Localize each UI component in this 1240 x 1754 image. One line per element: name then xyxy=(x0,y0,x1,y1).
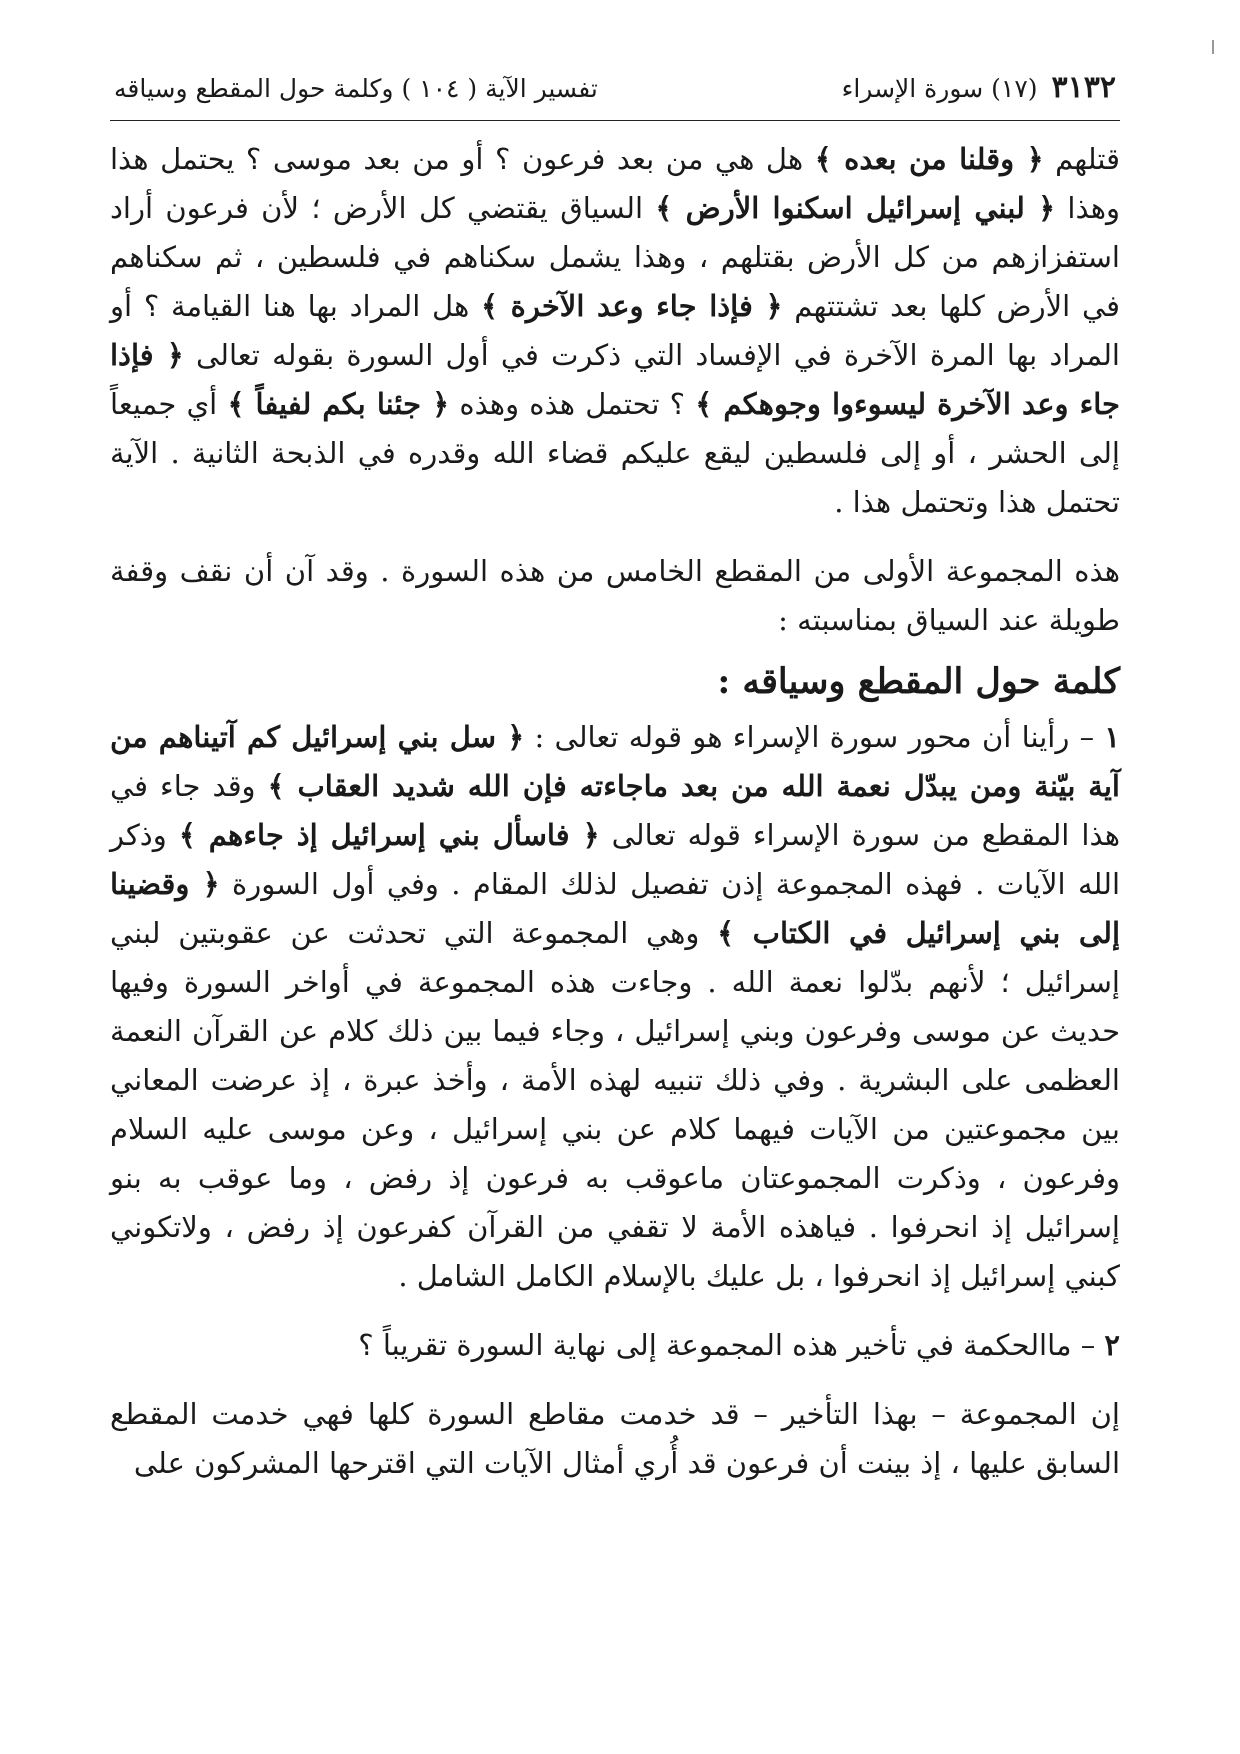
quran-verse: ﴿ وقضينا إلى بني إسرائيل في الكتاب ﴾ xyxy=(110,867,1121,950)
page-number: ٣١٣٢ xyxy=(1051,70,1116,105)
text-run: السياق يقتضي كل الأرض ؛ لأن فرعون أراد استفزازهم من كل الأرض بقتلهم ، وهذا يشمل سكناهم في فلسطين ، ثم سكناهم في الأرض كلها بعد تشتتهم xyxy=(110,191,1120,323)
text-run: وقد جاء في هذا المقطع من سورة الإسراء قوله تعالى xyxy=(110,769,1121,852)
text-run: هل المراد بها هنا القيامة ؟ أو المراد بها المرة الآخرة في الإفساد التي ذكرت في أول السورة بقوله تعالى xyxy=(110,289,1120,372)
quran-verse: ﴿ سل بني إسرائيل كم آتيناهم من آية بيّنة ومن يبدّل نعمة الله من بعد ماجاءته فإن الله شديد العقاب ﴾ xyxy=(110,720,1120,803)
quran-verse: ﴿ فإذا جاء وعد الآخرة ليسوءوا وجوهكم ﴾ xyxy=(110,338,1120,421)
text-run: وهي المجموعة التي تحدثت عن عقوبتين لبني إسرائيل ؛ لأنهم بدّلوا نعمة الله . وجاءت هذه المجموعة في أواخر السورة وفيها حديث عن موسى وفرعون وبني إسرائيل ، وجاء فيما بين ذلك كلام عن القرآن النعمة العظمى على البشرية . وفي ذلك تنبيه لهذه الأمة ، وأخذ عبرة ، إذ عرضت المعاني بين مجموعتين من الآيات فيهما كلام عن بني إسرائيل ، وعن موسى عليه السلام وفرعون ، وذكرت المجموعتان ماعوقب به فرعون إذ رفض ، وما عوقب به بنو إسرائيل إذ انحرفوا . فياهذه الأمة لا تقفي من القرآن كفرعون إذ رفض ، ولاتكوني كبني إسرائيل إذ انحرفوا ، بل عليك بالإسلام الكامل الشامل . xyxy=(110,916,1120,1293)
paragraph-3 xyxy=(110,713,1120,1301)
paragraph-5: إن المجموعة – بهذا التأخير – قد خدمت مقاطع السورة كلها فهي خدمت المقطع السابق عليها ، إذ بينت أن فرعون قد أُري أمثال الآيات التي اقترحها المشركون على xyxy=(110,1397,1120,1480)
paragraph-4 xyxy=(110,1321,1120,1370)
header-left xyxy=(114,74,598,103)
quran-verse: ﴿ وقلنا من بعده ﴾ xyxy=(814,142,1044,176)
section-heading: كلمة حول المقطع وسياقه : xyxy=(717,661,1120,702)
spacer xyxy=(110,1301,1120,1321)
page-body xyxy=(110,135,1120,1488)
text-run: – ماالحكمة في تأخير هذه المجموعة إلى نهاية السورة تقريباً ؟ xyxy=(358,1328,1105,1362)
paragraph-2: هذه المجموعة الأولى من المقطع الخامس من هذه السورة . وقد آن أن نقف وقفة طويلة عند السياق بمناسبته : xyxy=(110,554,1120,637)
spacer xyxy=(110,1370,1120,1390)
quran-verse: ﴿ جئنا بكم لفيفاً ﴾ xyxy=(227,387,450,421)
surah-label: (١٧) سورة الإسراء xyxy=(841,74,1038,103)
item-number: ٢ xyxy=(1104,1328,1120,1362)
spacer xyxy=(110,527,1120,547)
quran-verse: ﴿ فاسأل بني إسرائيل إذ جاءهم ﴾ xyxy=(178,818,600,852)
quran-verse: ﴿ فإذا جاء وعد الآخرة ﴾ xyxy=(481,289,783,323)
topic-label: تفسير الآية ( ١٠٤ ) وكلمة حول المقطع وسياقه xyxy=(114,74,598,103)
item-number: ١ xyxy=(1104,720,1120,754)
text-run: أي جميعاً إلى الحشر ، أو إلى فلسطين ليقع عليكم قضاء الله وقدره في الذبحة الثانية . الآية تحتمل هذا وتحتمل هذا . xyxy=(110,387,1120,519)
running-header xyxy=(110,70,1120,121)
quran-verse: ﴿ لبني إسرائيل اسكنوا الأرض ﴾ xyxy=(655,191,1056,225)
text-run: – رأينا أن محور سورة الإسراء هو قوله تعالى : xyxy=(524,720,1105,754)
paragraph-1 xyxy=(110,135,1120,527)
text-run: هل هي من بعد فرعون ؟ أو من بعد موسى ؟ يحتمل هذا وهذا xyxy=(110,142,1121,225)
text-run: وذكر الله الآيات . فهذه المجموعة إذن تفصيل لذلك المقام . وفي أول السورة xyxy=(110,818,1120,901)
text-run: ؟ تحتمل هذه وهذه xyxy=(449,387,696,421)
header-right xyxy=(842,70,1116,105)
text-run: قتلهم xyxy=(1043,142,1120,176)
book-page xyxy=(110,70,1120,1710)
margin-mark xyxy=(1212,40,1214,54)
